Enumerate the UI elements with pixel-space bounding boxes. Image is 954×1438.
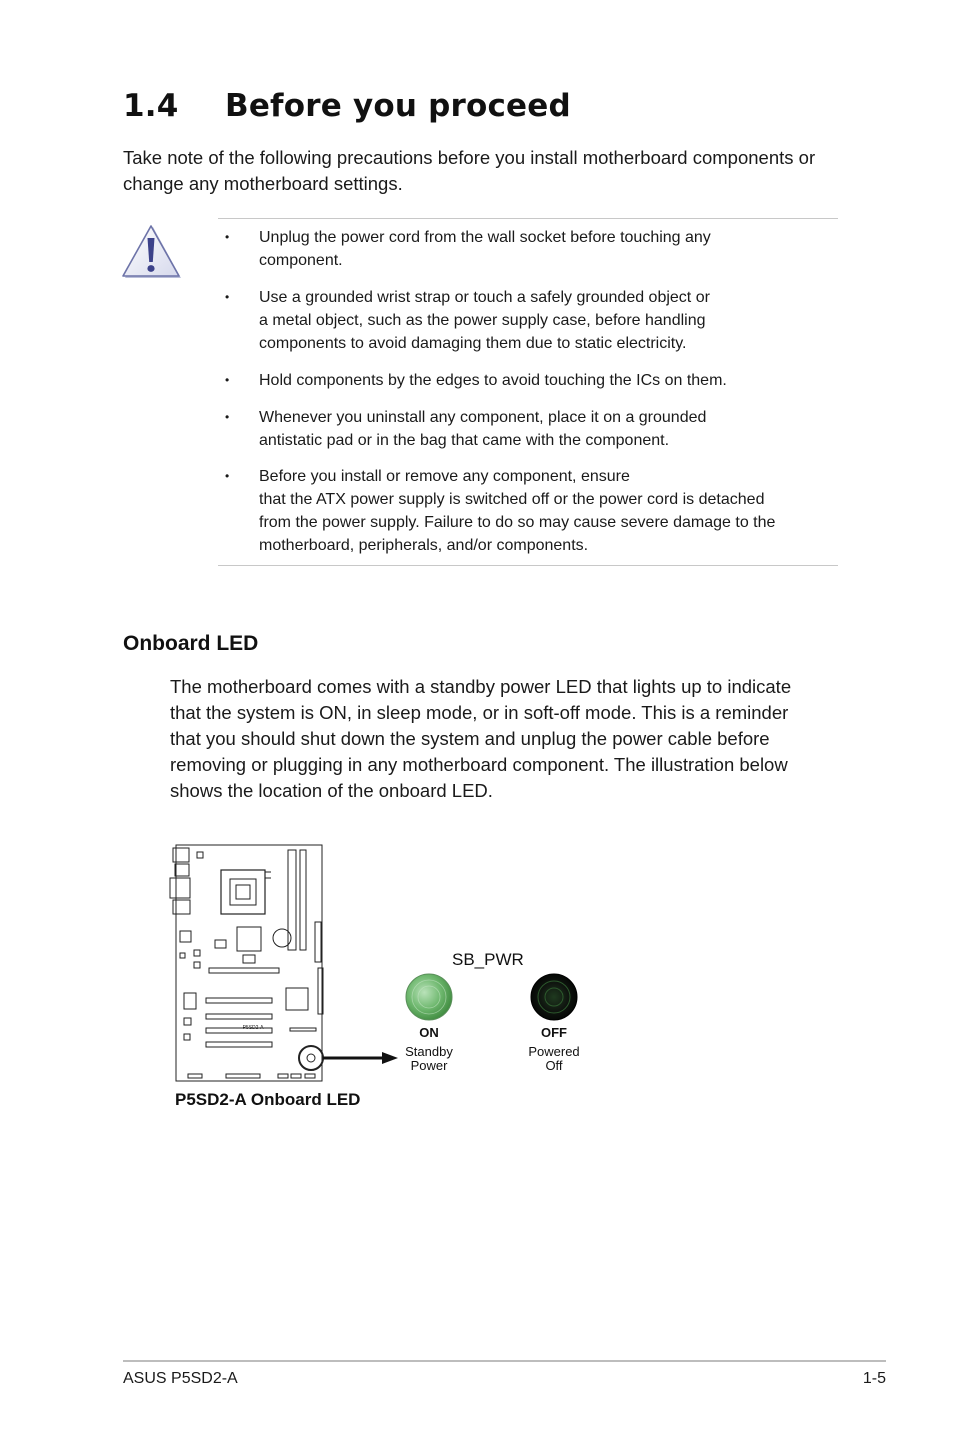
led-on-desc-line1: Standby xyxy=(405,1044,453,1059)
caution-item: • Use a grounded wrist strap or touch a safely grounded object or a metal object, such as the power supply case, before handling components to avoid damaging them due to static electricity. xyxy=(225,286,825,355)
caution-list xyxy=(225,226,825,557)
caution-item: • Unplug the power cord from the wall socket before touching any component. xyxy=(225,226,825,272)
footer-page-number: 1-5 xyxy=(862,1370,886,1387)
section-heading xyxy=(123,88,571,124)
footer-product-name: ASUS P5SD2-A xyxy=(123,1370,238,1387)
led-off-indicator xyxy=(531,974,577,1020)
onboard-led-heading: Onboard LED xyxy=(123,632,259,655)
bullet-dot: • xyxy=(225,469,230,483)
led-off-label: OFF xyxy=(541,1025,567,1040)
intro-paragraph: Take note of the following precautions before you install motherboard components or change any motherboard settings. xyxy=(123,147,816,194)
section-title: Before you proceed xyxy=(225,88,571,124)
bullet-dot: • xyxy=(225,373,230,387)
led-on-indicator xyxy=(406,974,452,1020)
pointer-arrow-head xyxy=(382,1052,398,1064)
bullet-dot: • xyxy=(225,410,230,424)
caution-item: • Hold components by the edges to avoid touching the ICs on them. xyxy=(225,369,825,392)
motherboard-diagram xyxy=(170,845,323,1081)
bullet-dot: • xyxy=(225,230,230,244)
led-name-label: SB_PWR xyxy=(452,950,524,969)
warning-triangle-icon xyxy=(122,224,184,282)
footer-divider xyxy=(123,1360,886,1362)
board-label: P5SD2-A xyxy=(242,1025,264,1031)
figure-caption: P5SD2-A Onboard LED xyxy=(175,1090,361,1109)
led-location-figure xyxy=(150,838,610,1128)
led-on-desc-line2: Power xyxy=(410,1058,448,1073)
led-off-desc-line2: Off xyxy=(545,1058,563,1073)
caution-item: • Whenever you uninstall any component, place it on a grounded antistatic pad or in the bag that came with the component. xyxy=(225,406,825,452)
bullet-dot: • xyxy=(225,290,230,304)
section-number: 1.4 xyxy=(123,88,179,124)
led-on-label: ON xyxy=(419,1025,439,1040)
caution-item: • Before you install or remove any component, ensure that the ATX power supply is switched off or the power cord is detached from the power supply. Failure to do so may cause severe damage to the motherboard, peripherals, and/or components. xyxy=(225,465,825,557)
onboard-led-paragraph: The motherboard comes with a standby power LED that lights up to indicate that the system is ON, in sleep mode, or in soft-off mode. This is a reminder that you should shut down the system and unplug the power cable before removing or plugging in any motherboard component. The illustration below shows the location of the onboard LED. xyxy=(170,676,792,801)
led-off-desc-line1: Powered xyxy=(528,1044,580,1059)
